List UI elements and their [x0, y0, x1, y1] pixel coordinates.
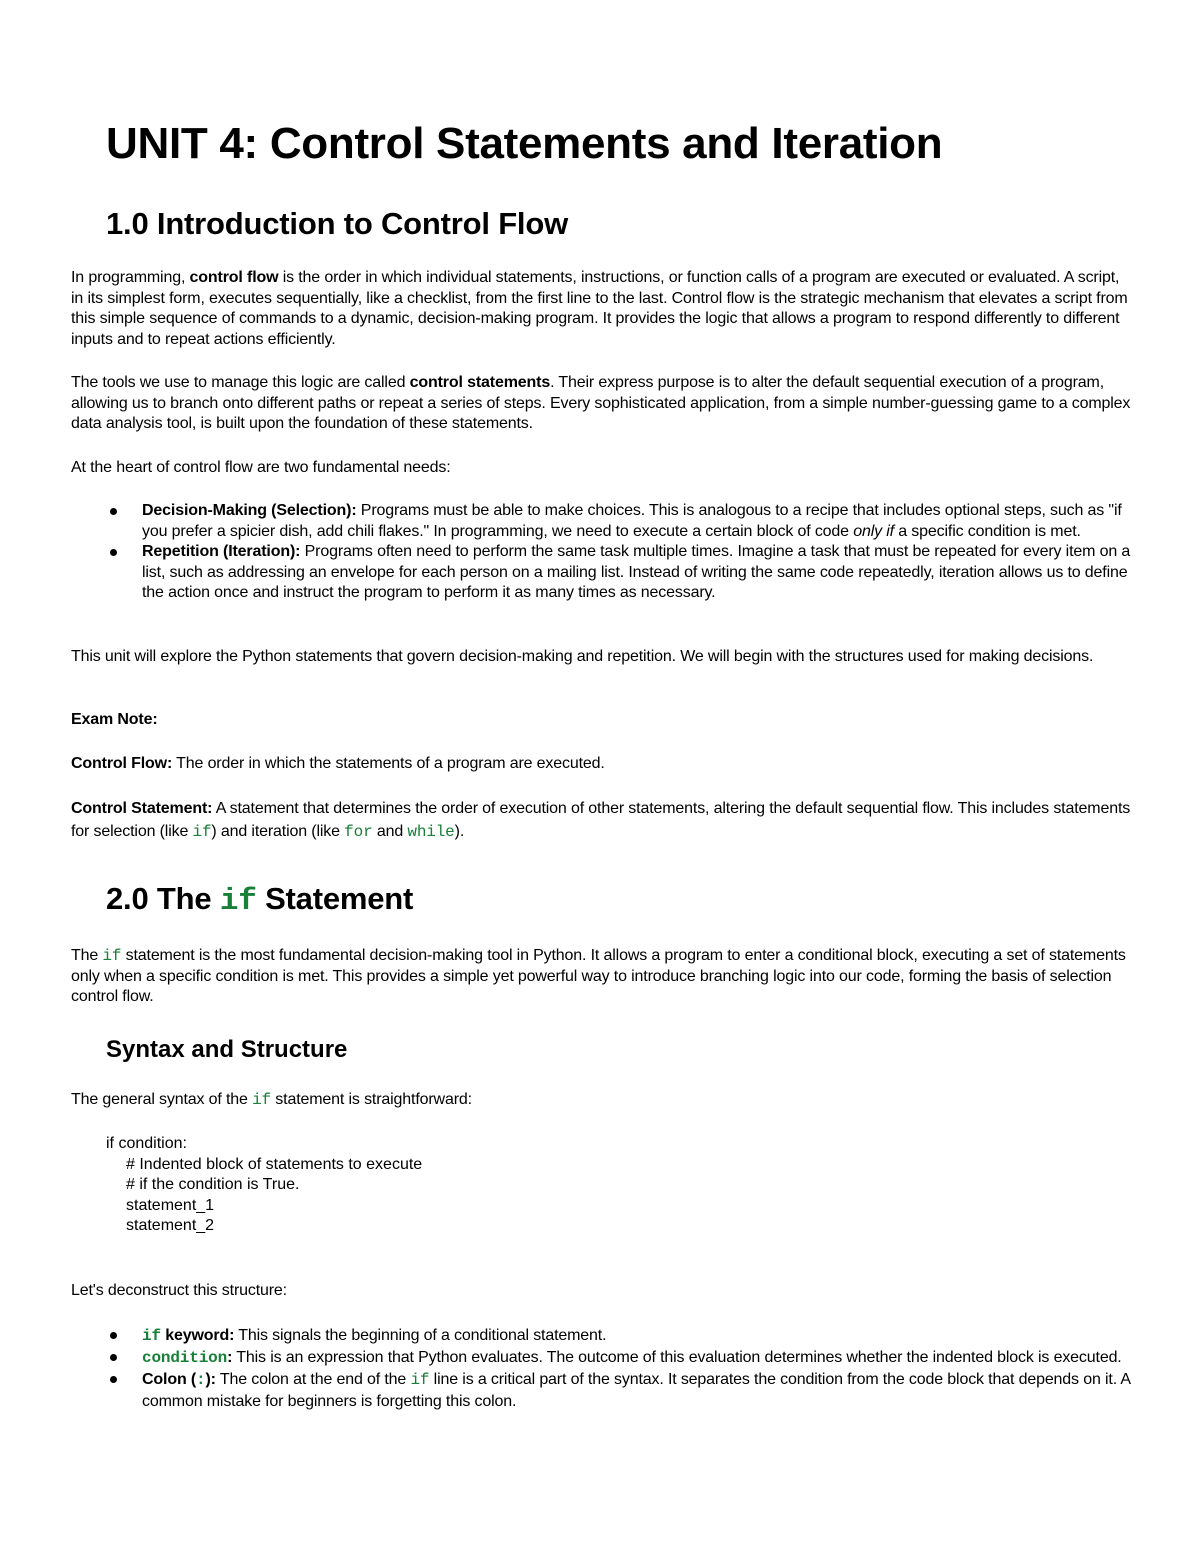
code-line: statement_1	[126, 1196, 215, 1214]
paragraph-control-statements: The tools we use to manage this logic are called control statements. Their express purpose is to alter the default sequential execution of a program, allowing us to branch onto different paths or repeat a series of steps. Every sophisticated application, from a simple number-guessing game to a complex data analysis tool, is built upon the foundation of these statements.	[71, 374, 1131, 432]
list-item: if keyword: This signals the beginning of a conditional statement.	[71, 1325, 1133, 1347]
exam-note-label: Exam Note:	[71, 711, 158, 728]
section-heading-intro: 1.0 Introduction to Control Flow	[106, 206, 568, 241]
paragraph-general-syntax: The general syntax of the if statement is straightforward:	[71, 1091, 472, 1109]
code-line: # if the condition is True.	[126, 1176, 300, 1193]
needs-list	[71, 501, 1133, 604]
paragraph-unit-overview: This unit will explore the Python statements that govern decision-making and repetition. We will begin with the structures used for making decisions.	[71, 648, 1094, 665]
paragraph-deconstruct: Let's deconstruct this structure:	[71, 1282, 287, 1299]
section-heading-if-statement: 2.0 The if Statement	[106, 881, 414, 919]
paragraph-control-flow: In programming, control flow is the order in which individual statements, instructions, or function calls of a program are executed or evaluated. A script, in its simplest form, executes sequentially, like a checklist, from the first line to the last. Control flow is the strategic mechanism that elevates a script from this simple sequence of commands to a dynamic, decision-making program. It provides the logic that allows a program to respond differently to different inputs and to repeat actions efficiently.	[71, 269, 1128, 348]
code-line: # Indented block of statements to execute	[126, 1155, 423, 1173]
definition-control-statement: Control Statement: A statement that determines the order of execution of other statements, altering the default sequential flow. This includes statements for selection (like if) and iteration (like for and while).	[71, 800, 1131, 841]
paragraph-fundamental-needs: At the heart of control flow are two fundamental needs:	[71, 459, 451, 476]
syntax-code-block	[106, 1134, 422, 1237]
paragraph-if-intro: The if statement is the most fundamental decision-making tool in Python. It allows a program to enter a conditional block, executing a set of statements only when a specific condition is met. This provides a simple yet powerful way to introduce branching logic into our code, forming the basis of selection control flow.	[71, 947, 1126, 1005]
list-item: Decision-Making (Selection): Programs must be able to make choices. This is analogous to a recipe that includes optional steps, such as "if you prefer a spicier dish, add chili flakes." In programming, we need to execute a certain block of code only if a specific condition is met.	[71, 501, 1133, 542]
code-line: statement_2	[126, 1217, 215, 1234]
subheading-syntax: Syntax and Structure	[106, 1036, 348, 1063]
page-title: UNIT 4: Control Statements and Iteration	[106, 119, 943, 168]
list-item: Repetition (Iteration): Programs often need to perform the same task multiple times. Imagine a task that must be repeated for every item on a list, such as addressing an envelope for each person on a mailing list. Instead of writing the same code repeatedly, iteration allows us to define the action once and instruct the program to perform it as many times as necessary.	[71, 542, 1133, 604]
list-item: Colon (:): The colon at the end of the if line is a critical part of the syntax. It separates the condition from the code block that depends on it. A common mistake for beginners is forgetting this colon.	[71, 1369, 1133, 1413]
list-item: condition: This is an expression that Python evaluates. The outcome of this evaluation determines whether the indented block is executed.	[71, 1347, 1133, 1369]
definition-control-flow: Control Flow: The order in which the statements of a program are executed.	[71, 755, 605, 772]
syntax-parts-list	[71, 1325, 1133, 1413]
code-line: if condition:	[106, 1135, 187, 1152]
